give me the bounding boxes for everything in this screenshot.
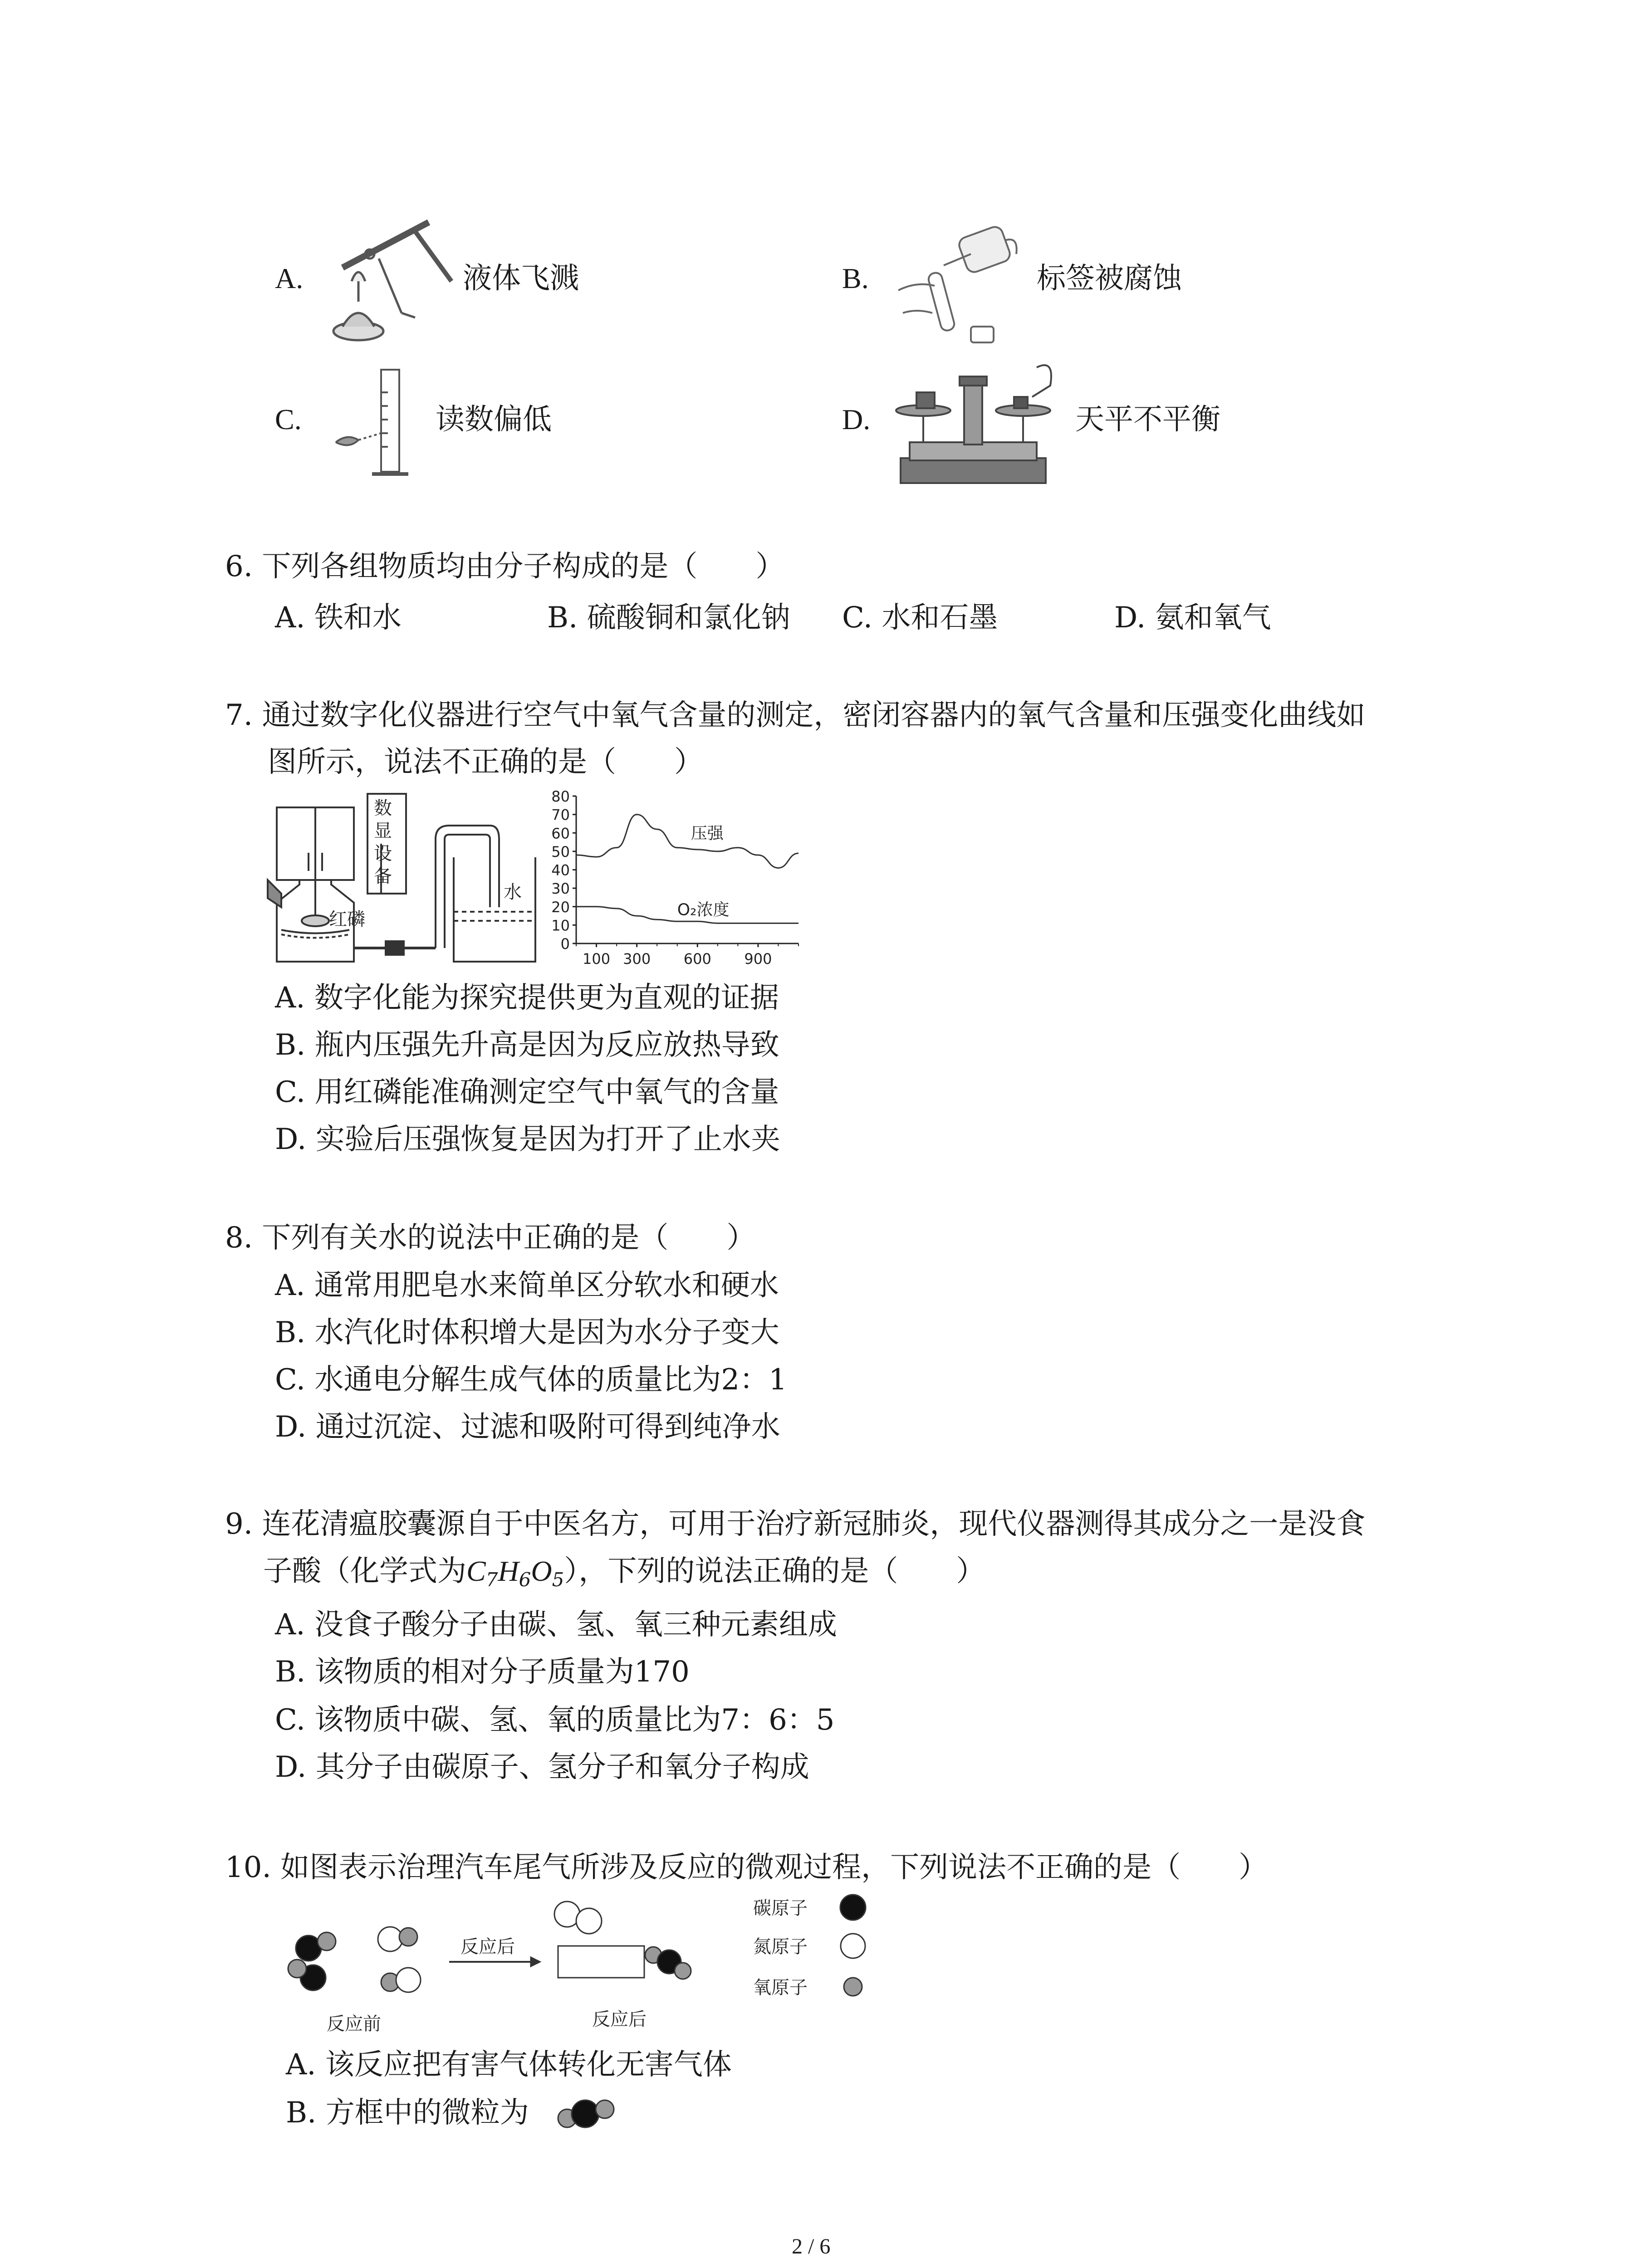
- formula-h-count: 6: [519, 1569, 531, 1591]
- q5-option-a-label: A.: [275, 262, 304, 294]
- x-tick-label: 600: [683, 950, 711, 968]
- q6-option-c: C. 水和石墨: [842, 601, 998, 635]
- q6-option-d: D. 氨和氧气: [1114, 601, 1271, 635]
- formula-h: H: [498, 1555, 519, 1587]
- y-tick-label: 40: [551, 861, 570, 879]
- q7-option-a: A. 数字化能为探究提供更为直观的证据: [275, 981, 779, 1015]
- q5-option-b-label: B.: [842, 262, 869, 294]
- q7-line-chart: [544, 787, 817, 973]
- co2-molecule-icon: [551, 2091, 624, 2136]
- q5-option-c-text: 读数偏低: [436, 403, 552, 436]
- q9-option-b: B. 该物质的相对分子质量为170: [275, 1655, 690, 1689]
- q6-option-b: B. 硫酸铜和氯化钠: [547, 601, 790, 635]
- x-tick-label: 300: [623, 950, 651, 968]
- device-label-4: 备: [374, 866, 392, 887]
- q6-option-a: A. 铁和水: [275, 601, 402, 635]
- y-tick-label: 80: [551, 788, 570, 805]
- q7-option-d: D. 实验后压强恢复是因为打开了止水夹: [275, 1123, 780, 1156]
- y-tick-label: 0: [560, 935, 570, 953]
- formula-c: C: [466, 1555, 486, 1587]
- arrow-label: 反应后: [460, 1936, 515, 1957]
- device-label-3: 设: [374, 843, 392, 864]
- y-tick-label: 20: [551, 898, 570, 916]
- q9-option-c: C. 该物质中碳、氢、氧的质量比为7：6：5: [275, 1703, 835, 1737]
- formula-o: O: [531, 1555, 552, 1587]
- q5-option-d-label: D.: [842, 403, 871, 435]
- q5-option-c-label: C.: [275, 403, 302, 435]
- q10-option-b: B. 方框中的微粒为: [286, 2096, 529, 2130]
- formula-o-count: 5: [552, 1569, 564, 1591]
- q7-stem-line2: 图所示，说法不正确的是（ ）: [268, 745, 703, 779]
- q9-stem-line2-b: ），下列的说法正确的是（ ）: [564, 1554, 985, 1588]
- before-label: 反应前: [327, 2014, 381, 2034]
- pouring-reagent-bottle-icon: [889, 222, 1025, 349]
- y-tick-label: 60: [551, 825, 570, 842]
- page-number: 2 / 6: [792, 2234, 831, 2258]
- q7-option-b: B. 瓶内压强先升高是因为反应放热导致: [275, 1028, 779, 1062]
- q6-stem: 6. 下列各组物质均由分子构成的是（ ）: [225, 550, 785, 583]
- x-tick-label: 900: [744, 950, 772, 968]
- formula-c-count: 7: [485, 1569, 498, 1591]
- q8-option-d: D. 通过沉淀、过滤和吸附可得到纯净水: [275, 1410, 780, 1444]
- q10-option-a: A. 该反应把有害气体转化无害气体: [286, 2048, 732, 2082]
- after-label: 反应后: [592, 2009, 647, 2030]
- q9-option-d: D. 其分子由碳原子、氢分子和氧分子构成: [275, 1750, 809, 1784]
- balance-scale-icon: [892, 354, 1064, 490]
- y-tick-label: 10: [551, 917, 570, 934]
- legend-carbon: 碳原子: [753, 1898, 808, 1919]
- q9-option-a: A. 没食子酸分子由碳、氢、氧三种元素组成: [275, 1608, 837, 1642]
- q9-stem-line2: [263, 1554, 985, 1591]
- q5-option-b-text: 标签被腐蚀: [1037, 262, 1182, 295]
- q10-micro-reaction-diagram: [277, 1887, 912, 2041]
- device-label-2: 显: [374, 821, 392, 841]
- x-tick-label: 100: [583, 950, 611, 968]
- y-tick-label: 30: [551, 880, 570, 898]
- alcohol-lamp-heating-tube-icon: [324, 213, 460, 349]
- pressure-series-label: 压强: [691, 824, 724, 843]
- phosphorus-label: 红磷: [329, 909, 365, 930]
- q7-stem-line1: 7. 通过数字化仪器进行空气中氧气含量的测定，密闭容器内的氧气含量和压强变化曲线如: [225, 699, 1366, 732]
- device-label-1: 数: [374, 798, 392, 819]
- graduated-cylinder-reading-icon: [327, 365, 426, 483]
- legend-oxygen: 氧原子: [753, 1977, 808, 1998]
- q5-option-d-text: 天平不平衡: [1075, 403, 1220, 436]
- pressure-series-line: [576, 815, 798, 868]
- y-tick-label: 50: [551, 843, 570, 860]
- y-tick-label: 70: [551, 806, 570, 824]
- q8-stem: 8. 下列有关水的说法中正确的是（ ）: [225, 1221, 756, 1255]
- q9-stem-line1: 9. 连花清瘟胶囊源自于中医名方，可用于治疗新冠肺炎，现代仪器测得其成分之一是没食: [225, 1507, 1366, 1541]
- q9-stem-line2-a: 子酸（化学式为: [263, 1554, 466, 1588]
- q5-option-a-text: 液体飞溅: [463, 262, 579, 295]
- q8-option-b: B. 水汽化时体积增大是因为水分子变大: [275, 1316, 779, 1349]
- q8-option-c: C. 水通电分解生成气体的质量比为2：1: [275, 1363, 787, 1397]
- water-label: 水: [504, 882, 522, 903]
- oxygen-series-label: O₂浓度: [677, 900, 730, 919]
- q10-stem: 10. 如图表示治理汽车尾气所涉及反应的微观过程，下列说法不正确的是（ ）: [225, 1851, 1268, 1884]
- q8-option-a: A. 通常用肥皂水来简单区分软水和硬水: [275, 1269, 779, 1302]
- legend-nitrogen: 氮原子: [753, 1936, 808, 1957]
- q7-option-c: C. 用红磷能准确测定空气中氧气的含量: [275, 1075, 779, 1109]
